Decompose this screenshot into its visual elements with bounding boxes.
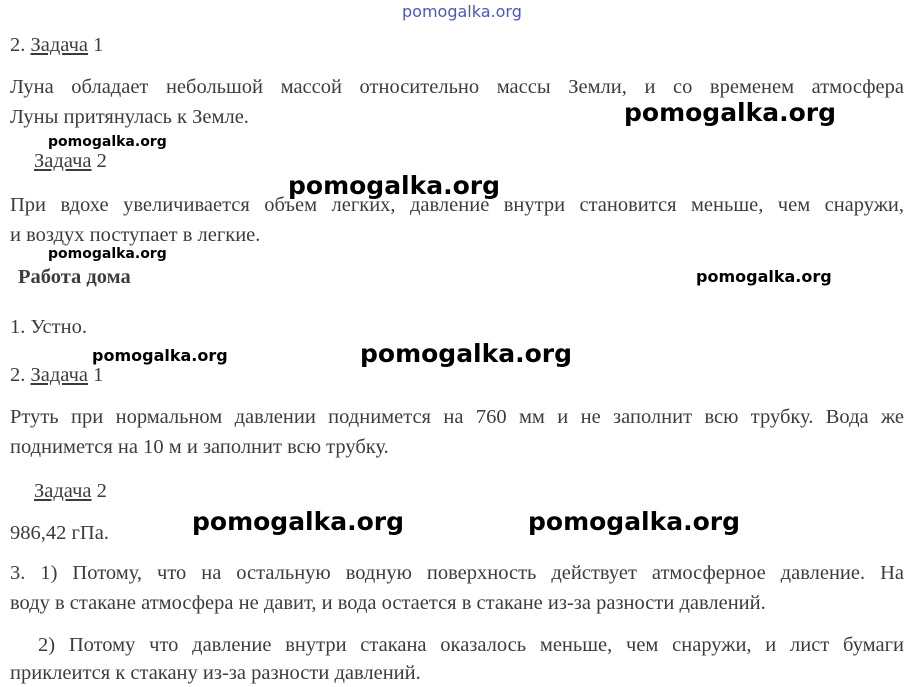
- heading-task-number: 2: [96, 150, 107, 172]
- paragraph-line: и воздух поступает в легкие.: [10, 224, 261, 246]
- task-heading-1: [10, 34, 103, 57]
- heading-number: 2.: [10, 364, 26, 386]
- task-heading-4: [34, 480, 107, 503]
- watermark: pomogalka.org: [192, 507, 405, 536]
- heading-task-number: 2: [96, 480, 107, 502]
- paragraph-line: воду в стакане атмосфера не давит, и вода остается в стакане из-за разности давлений.: [10, 592, 766, 614]
- watermark: pomogalka.org: [288, 171, 501, 200]
- watermark: pomogalka.org: [528, 507, 741, 536]
- watermark: pomogalka.org: [48, 246, 167, 262]
- section-title: Работа дома: [18, 266, 131, 288]
- top-watermark: pomogalka.org: [402, 2, 522, 21]
- paragraph-line: приклеится к стакану из-за разности давлений.: [10, 662, 421, 684]
- paragraph-line: 2) Потому что давление внутри стакана оказалось меньше, чем снаружи, и лист бумаги: [38, 634, 904, 656]
- paragraph-line: поднимется на 10 м и заполнит всю трубку.: [10, 436, 389, 458]
- watermark: pomogalka.org: [360, 339, 573, 368]
- heading-task-label: Задача: [34, 150, 92, 172]
- paragraph-line: 3. 1) Потому, что на остальную водную поверхность действует атмосферное давление. На: [10, 562, 904, 584]
- task-heading-3: [10, 364, 103, 387]
- list-item: 1. Устно.: [10, 316, 87, 338]
- paragraph-line: Луна обладает небольшой массой относительно массы Земли, и со временем атмосфера: [10, 76, 904, 98]
- watermark: pomogalka.org: [92, 346, 228, 365]
- heading-task-label: Задача: [30, 364, 88, 386]
- heading-task-label: Задача: [30, 34, 88, 56]
- watermark: pomogalka.org: [48, 134, 167, 150]
- watermark: pomogalka.org: [696, 267, 832, 286]
- task-heading-2: [34, 150, 107, 173]
- heading-task-number: 1: [93, 34, 104, 56]
- watermark: pomogalka.org: [624, 98, 837, 127]
- answer-text: 986,42 гПа.: [10, 522, 109, 544]
- paragraph-line: При вдохе увеличивается объем легких, давление внутри становится меньше, чем снаружи,: [10, 194, 904, 216]
- heading-task-label: Задача: [34, 480, 92, 502]
- heading-task-number: 1: [93, 364, 104, 386]
- paragraph-line: Луны притянулась к Земле.: [10, 106, 249, 128]
- paragraph-line: Ртуть при нормальном давлении поднимется на 760 мм и не заполнит всю трубку. Вода же: [10, 406, 904, 428]
- heading-number: 2.: [10, 34, 26, 56]
